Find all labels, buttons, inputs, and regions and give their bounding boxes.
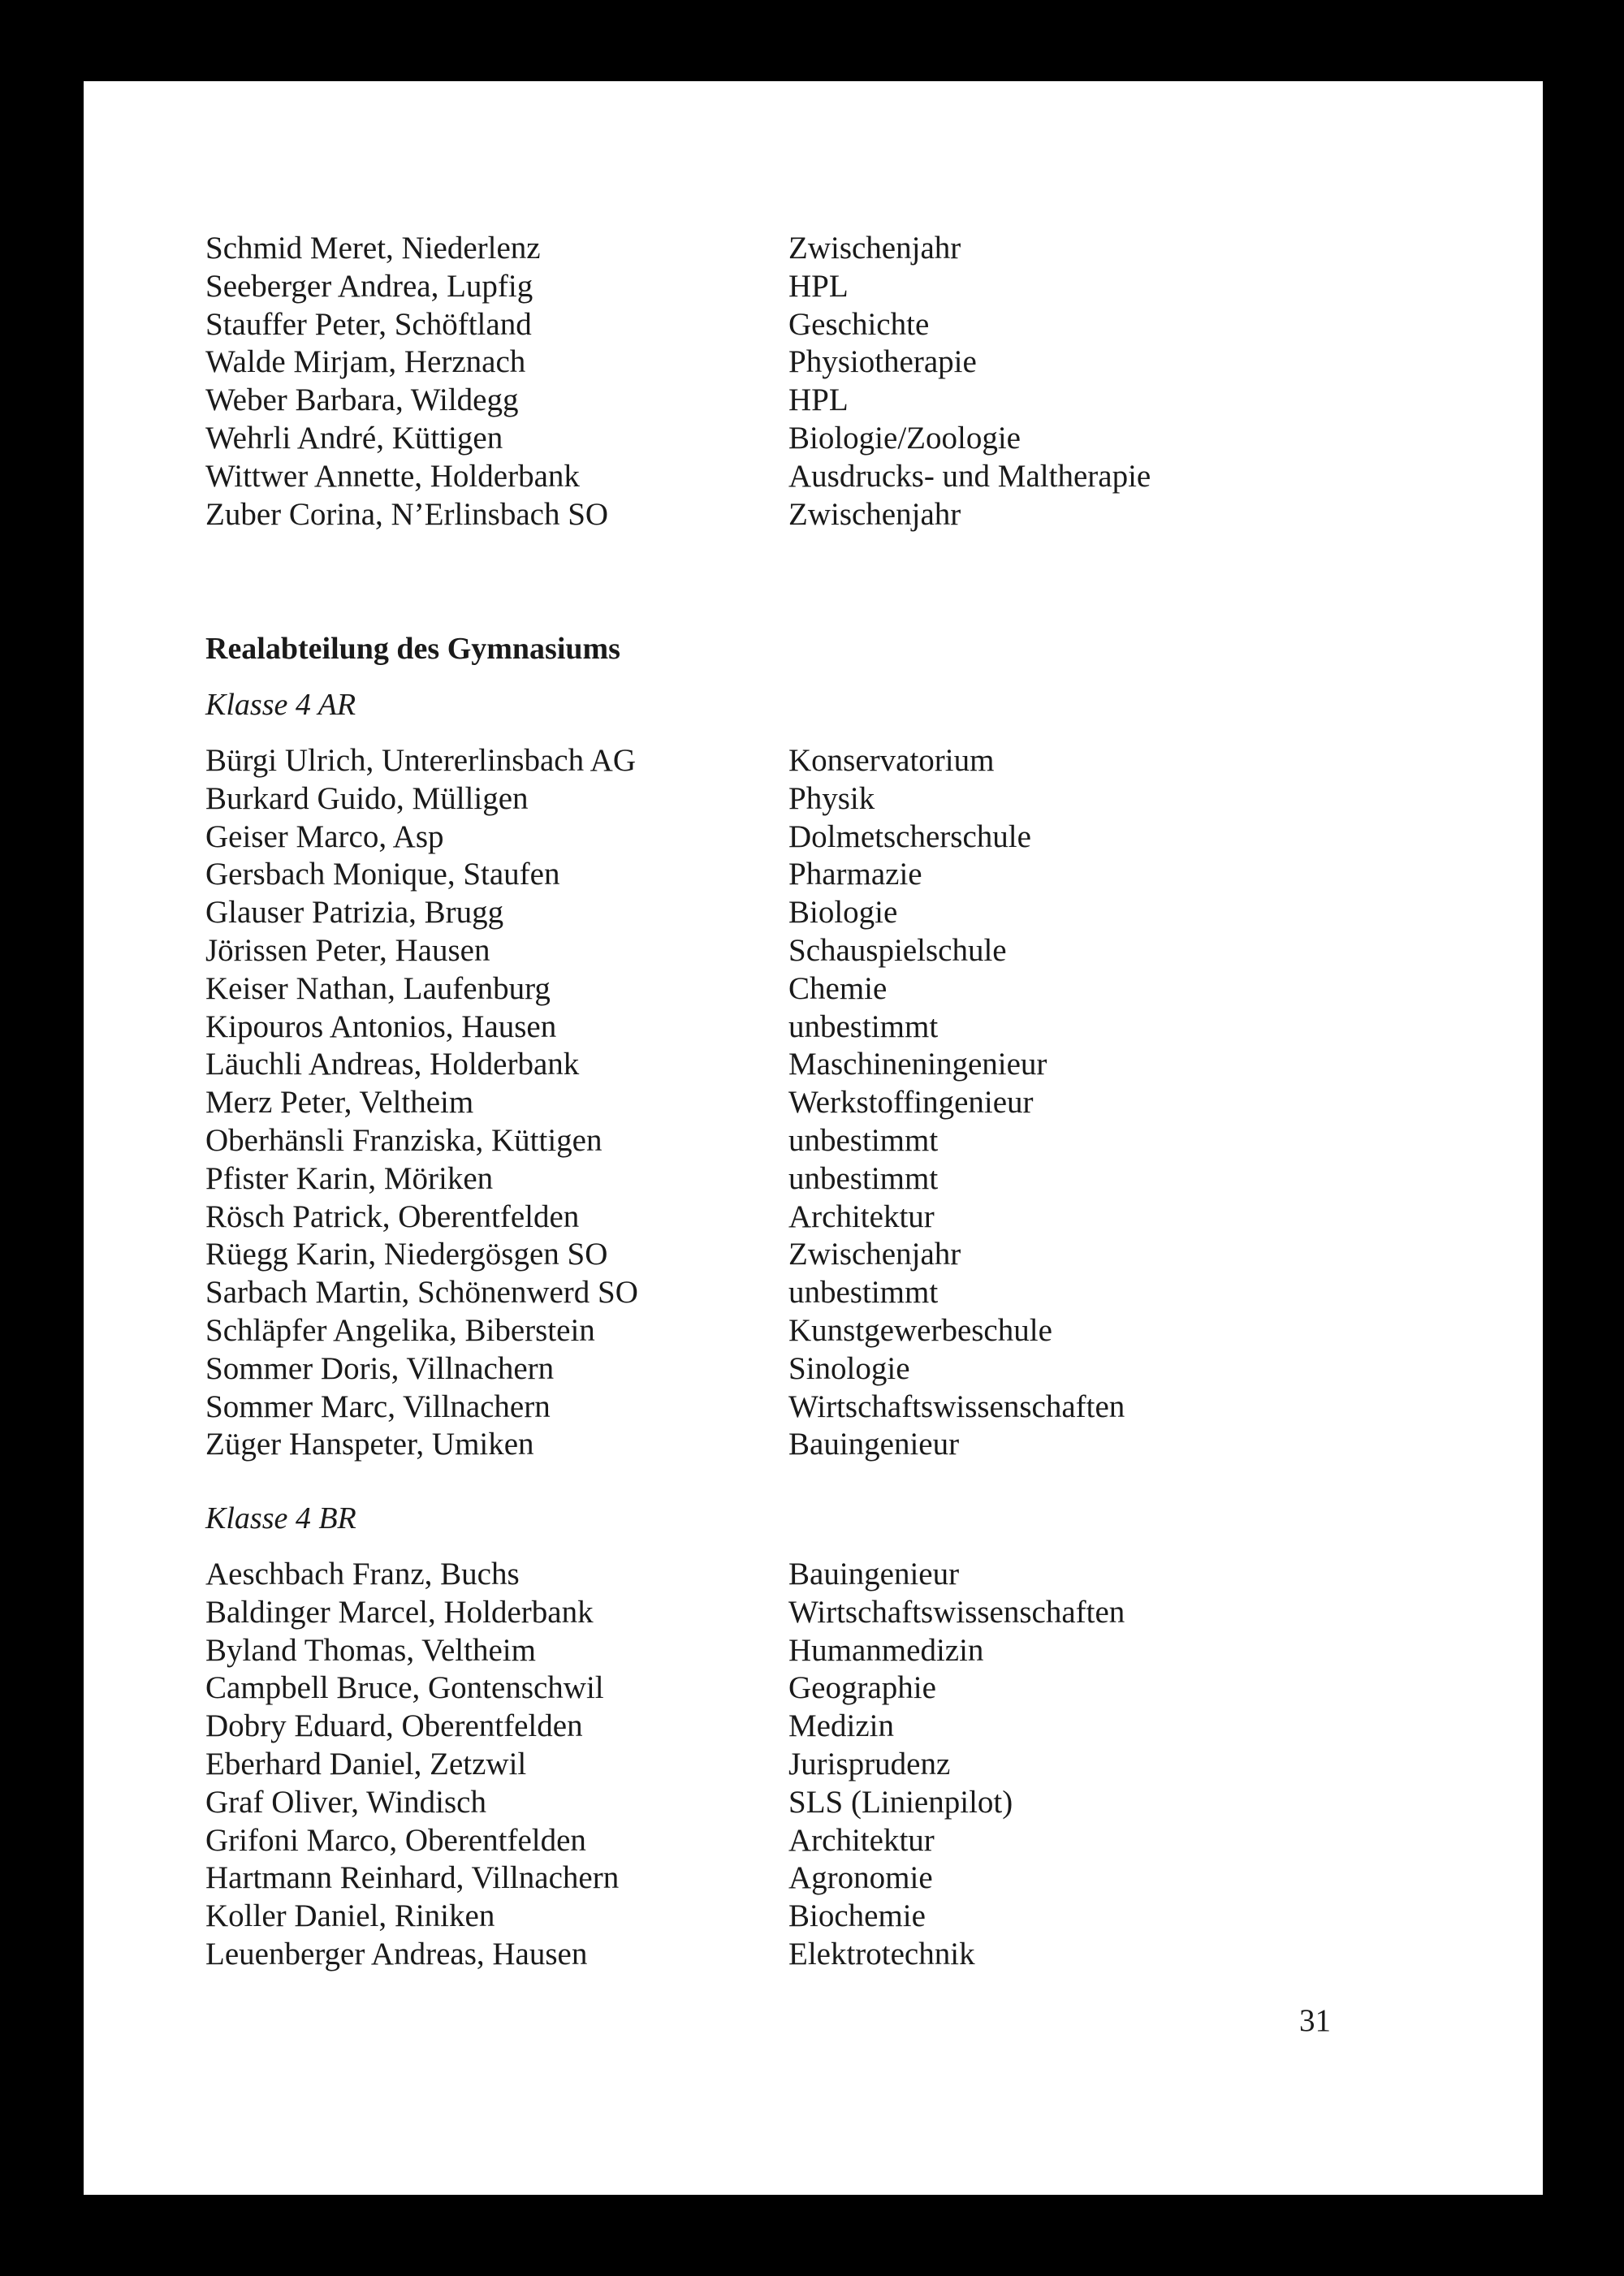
class-4ar-student-list <box>205 742 1342 1464</box>
list-item <box>205 1008 1342 1047</box>
study-field: unbestimmt <box>788 1122 939 1158</box>
list-item <box>205 1388 1342 1427</box>
study-field: HPL <box>788 382 849 418</box>
study-field: Zwischenjahr <box>788 231 961 266</box>
study-field: Sinologie <box>788 1350 910 1386</box>
list-item <box>205 780 1342 818</box>
list-item <box>205 1594 1342 1632</box>
list-item <box>205 1859 1342 1898</box>
list-item <box>205 856 1342 894</box>
student-name: Sommer Doris, Villnachern <box>205 1350 555 1386</box>
list-item <box>205 1898 1342 1936</box>
list-item <box>205 1426 1342 1464</box>
study-field: Medizin <box>788 1708 894 1744</box>
list-item <box>205 230 1342 268</box>
study-field: HPL <box>788 268 849 304</box>
study-field: Humanmedizin <box>788 1632 984 1668</box>
page-number: 31 <box>1299 2003 1331 2038</box>
list-item <box>205 382 1342 420</box>
study-field: Dolmetscherschule <box>788 818 1031 854</box>
student-name: Stauffer Peter, Schöftland <box>205 306 532 342</box>
list-item <box>205 1198 1342 1237</box>
study-field: Wirtschaftswissenschaften <box>788 1594 1125 1630</box>
study-field: Elektrotechnik <box>788 1936 975 1972</box>
student-name: Aeschbach Franz, Buchs <box>205 1557 520 1591</box>
student-name: Dobry Eduard, Oberentfelden <box>205 1708 583 1744</box>
study-field: Kunstgewerbeschule <box>788 1312 1052 1348</box>
study-field: Schauspielschule <box>788 932 1007 968</box>
study-field: Geographie <box>788 1670 936 1706</box>
list-item <box>205 1746 1342 1784</box>
continued-student-list <box>205 230 1342 533</box>
list-item <box>205 420 1342 458</box>
student-name: Gersbach Monique, Staufen <box>205 857 560 892</box>
student-name: Zuber Corina, N’Erlinsbach SO <box>205 496 609 532</box>
list-item <box>205 1046 1342 1084</box>
study-field: Geschichte <box>788 306 930 342</box>
list-item <box>205 1274 1342 1312</box>
list-item <box>205 496 1342 534</box>
study-field: Chemie <box>788 970 888 1006</box>
student-name: Pfister Karin, Möriken <box>205 1160 494 1196</box>
study-field: Physiotherapie <box>788 344 977 380</box>
student-name: Bürgi Ulrich, Untererlinsbach AG <box>205 743 637 778</box>
study-field: Maschineningenieur <box>788 1047 1047 1082</box>
study-field: Biologie <box>788 895 898 931</box>
student-name: Sommer Marc, Villnachern <box>205 1388 551 1424</box>
student-name: Schmid Meret, Niederlenz <box>205 231 541 266</box>
student-name: Eberhard Daniel, Zetzwil <box>205 1746 527 1781</box>
list-item <box>205 1312 1342 1350</box>
list-item <box>205 932 1342 970</box>
section-title: Realabteilung des Gymnasiums <box>205 632 620 666</box>
list-item <box>205 1236 1342 1274</box>
student-name: Wehrli André, Küttigen <box>205 420 503 456</box>
list-item <box>205 742 1342 780</box>
student-name: Byland Thomas, Veltheim <box>205 1632 536 1668</box>
study-field: Bauingenieur <box>788 1427 960 1462</box>
list-item <box>205 1708 1342 1746</box>
study-field: Zwischenjahr <box>788 496 961 532</box>
student-name: Rüegg Karin, Niedergösgen SO <box>205 1237 608 1272</box>
study-field: Wirtschaftswissenschaften <box>788 1388 1125 1424</box>
class-4br-student-list <box>205 1556 1342 1974</box>
student-name: Walde Mirjam, Herznach <box>205 344 526 380</box>
list-item <box>205 1084 1342 1122</box>
study-field: unbestimmt <box>788 1160 939 1196</box>
study-field: Jurisprudenz <box>788 1746 951 1781</box>
list-item <box>205 458 1342 496</box>
list-item <box>205 268 1342 306</box>
study-field: Agronomie <box>788 1860 933 1896</box>
study-field: Biologie/Zoologie <box>788 420 1021 456</box>
student-name: Leuenberger Andreas, Hausen <box>205 1936 588 1972</box>
study-field: Architektur <box>788 1822 935 1858</box>
list-item <box>205 1669 1342 1708</box>
student-name: Keiser Nathan, Laufenburg <box>205 970 551 1006</box>
student-name: Jörissen Peter, Hausen <box>205 932 490 968</box>
student-name: Sarbach Martin, Schönenwerd SO <box>205 1275 638 1311</box>
list-item <box>205 818 1342 857</box>
student-name: Grifoni Marco, Oberentfelden <box>205 1822 586 1858</box>
study-field: Zwischenjahr <box>788 1237 961 1272</box>
document-page <box>84 81 1543 2195</box>
list-item <box>205 1632 1342 1670</box>
study-field: Konservatorium <box>788 743 995 778</box>
list-item <box>205 1350 1342 1388</box>
student-name: Geiser Marco, Asp <box>205 818 444 854</box>
list-item <box>205 1556 1342 1594</box>
student-name: Glauser Patrizia, Brugg <box>205 895 504 931</box>
student-name: Oberhänsli Franziska, Küttigen <box>205 1122 603 1158</box>
list-item <box>205 894 1342 932</box>
list-item <box>205 1122 1342 1160</box>
student-name: Baldinger Marcel, Holderbank <box>205 1594 594 1630</box>
student-name: Campbell Bruce, Gontenschwil <box>205 1670 604 1706</box>
study-field: Ausdrucks- und Maltherapie <box>788 458 1151 494</box>
list-item <box>205 1936 1342 1974</box>
list-item <box>205 1160 1342 1198</box>
student-name: Züger Hanspeter, Umiken <box>205 1427 534 1462</box>
study-field: Werkstoffingenieur <box>788 1085 1034 1121</box>
student-name: Schläpfer Angelika, Biberstein <box>205 1312 595 1348</box>
study-field: unbestimmt <box>788 1275 939 1311</box>
student-name: Kipouros Antonios, Hausen <box>205 1008 557 1044</box>
study-field: Biochemie <box>788 1898 926 1934</box>
list-item <box>205 343 1342 382</box>
list-item <box>205 306 1342 344</box>
study-field: SLS (Linienpilot) <box>788 1784 1013 1820</box>
study-field: unbestimmt <box>788 1008 939 1044</box>
student-name: Wittwer Annette, Holderbank <box>205 458 580 494</box>
student-name: Weber Barbara, Wildegg <box>205 382 519 418</box>
study-field: Architektur <box>788 1198 935 1234</box>
student-name: Läuchli Andreas, Holderbank <box>205 1047 580 1082</box>
study-field: Physik <box>788 780 875 816</box>
class-heading-4br: Klasse 4 BR <box>205 1501 356 1535</box>
student-name: Merz Peter, Veltheim <box>205 1085 474 1121</box>
student-name: Seeberger Andrea, Lupfig <box>205 268 533 304</box>
class-heading-4ar: Klasse 4 AR <box>205 688 356 722</box>
student-name: Hartmann Reinhard, Villnachern <box>205 1860 620 1896</box>
student-name: Graf Oliver, Windisch <box>205 1784 486 1820</box>
student-name: Burkard Guido, Mülligen <box>205 780 529 816</box>
student-name: Rösch Patrick, Oberentfelden <box>205 1198 580 1234</box>
list-item <box>205 970 1342 1008</box>
list-item <box>205 1784 1342 1822</box>
student-name: Koller Daniel, Riniken <box>205 1898 495 1934</box>
study-field: Bauingenieur <box>788 1557 960 1591</box>
study-field: Pharmazie <box>788 857 922 892</box>
list-item <box>205 1822 1342 1860</box>
